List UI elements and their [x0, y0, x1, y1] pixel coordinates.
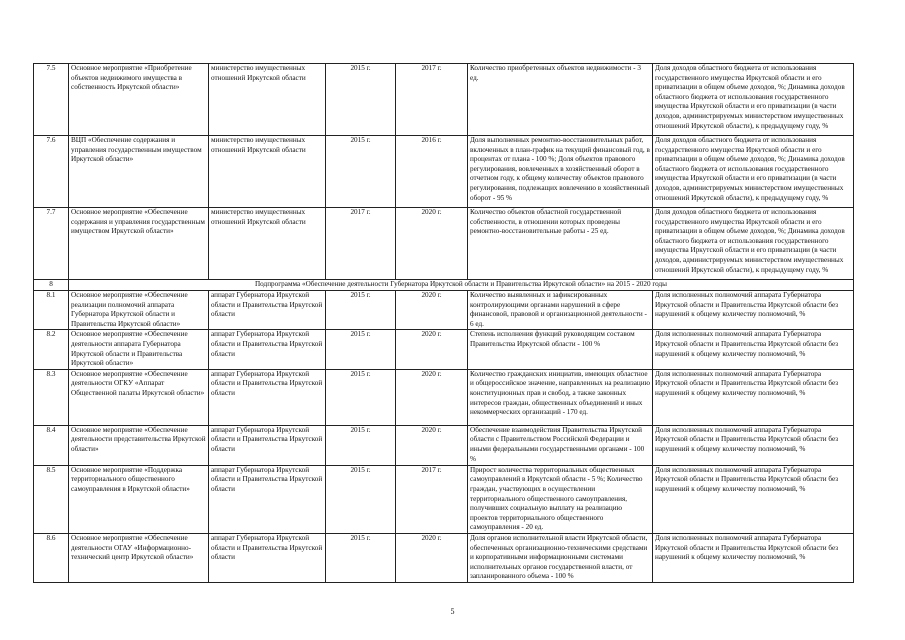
end-year: 2017 г.	[396, 64, 468, 136]
row-number: 8.2	[34, 330, 69, 369]
executor: министерство имущественных отношений Иркутской области	[209, 136, 326, 208]
table-row-8-3	[34, 369, 854, 425]
measure-name: Основное мероприятие «Обеспечение деятельности ОГАУ «Информационно-технический центр Иркутской области»	[69, 533, 209, 582]
start-year: 2015 г.	[326, 465, 396, 533]
measure-name: ВЦП «Обеспечение содержания и управления государственным имуществом Иркутской области»	[69, 136, 209, 208]
start-year: 2015 г.	[326, 533, 396, 582]
executor: аппарат Губернатора Иркутской области и Правительства Иркутской области	[209, 330, 326, 369]
expected-results: Прирост количества территориальных общественных самоуправлений в Иркутской области - 5 %; Количество граждан, участвующих в осуществлении территориального общественного самоуправления, получивших социальную выплату на реализацию проектов территориального общественного самоуправления - 20 ед.	[468, 465, 653, 533]
executor: аппарат Губернатора Иркутской области и Правительства Иркутской области	[209, 425, 326, 465]
measure-name: Основное мероприятие «Обеспечение содержания и управления государственным имуществом Иркутской области»	[69, 208, 209, 280]
executor: министерство имущественных отношений Иркутской области	[209, 208, 326, 280]
target-indicators: Доля исполненных полномочий аппарата Губернатора Иркутской области и Правительства Иркутской области без нарушений к общему количеству полномочий, %	[653, 533, 854, 582]
table-row-7-6	[34, 136, 854, 208]
measure-name: Основное мероприятие «Обеспечение деятельности ОГКУ «Аппарат Общественной палаты Иркутской области»	[69, 369, 209, 425]
end-year: 2020 г.	[396, 533, 468, 582]
measure-name: Основное мероприятие «Приобретение объектов недвижимого имущества в собственность Иркутской области»	[69, 64, 209, 136]
start-year: 2015 г.	[326, 330, 396, 369]
expected-results: Доля выполненных ремонтно-восстановительных работ, включенных в план-график на текущий финансовый год, в процентах от плана - 100 %; Доля объектов правового регулирования, вовлеченных в хозяйственный оборот в отчетном году, к общему количеству объектов правового регулирования, подлежащих вовлечению в хозяйственный оборот - 95 %	[468, 136, 653, 208]
start-year: 2017 г.	[326, 208, 396, 280]
row-number: 7.5	[34, 64, 69, 136]
start-year: 2015 г.	[326, 64, 396, 136]
program-measures-table	[33, 63, 854, 583]
executor: аппарат Губернатора Иркутской области и Правительства Иркутской области	[209, 369, 326, 425]
end-year: 2020 г.	[396, 369, 468, 425]
executor: аппарат Губернатора Иркутской области и Правительства Иркутской области	[209, 465, 326, 533]
measure-name: Основное мероприятие «Обеспечение реализации полномочий аппарата Губернатора Иркутской области и Правительства Иркутской области»	[69, 291, 209, 330]
start-year: 2015 г.	[326, 369, 396, 425]
table-row-8-4	[34, 425, 854, 465]
measure-name: Основное мероприятие «Обеспечение деятельности представительства Иркутской области»	[69, 425, 209, 465]
measure-name: Основное мероприятие «Обеспечение деятельности аппарата Губернатора Иркутской области и Правительства Иркутской области»	[69, 330, 209, 369]
executor: аппарат Губернатора Иркутской области и Правительства Иркутской области	[209, 291, 326, 330]
subprogram-title: Подпрограмма «Обеспечение деятельности Губернатора Иркутской области и Правительства Иркутской области» на 2015 - 2020 годы	[69, 280, 854, 291]
measure-name: Основное мероприятие «Поддержка территориального общественного самоуправления в Иркутской области»	[69, 465, 209, 533]
start-year: 2015 г.	[326, 136, 396, 208]
start-year: 2015 г.	[326, 425, 396, 465]
expected-results: Доля органов исполнительной власти Иркутской области, обеспеченных организационно-техническими средствами и корпоративными информационными системами исполнительных органов государственной власти, от запланированного объема - 100 %	[468, 533, 653, 582]
row-number: 8.6	[34, 533, 69, 582]
row-number: 8.1	[34, 291, 69, 330]
expected-results: Количество приобретенных объектов недвижимости - 3 ед.	[468, 64, 653, 136]
executor: министерство имущественных отношений Иркутской области	[209, 64, 326, 136]
row-number: 8.3	[34, 369, 69, 425]
table-row-8-5	[34, 465, 854, 533]
expected-results: Количество выявленных и зафиксированных контролирующими органами нарушений в сфере финансовой, правовой и организационной деятельности - 6 ед.	[468, 291, 653, 330]
page-number: 5	[450, 607, 455, 616]
target-indicators: Доля исполненных полномочий аппарата Губернатора Иркутской области и Правительства Иркутской области без нарушений к общему количеству полномочий, %	[653, 465, 854, 533]
end-year: 2020 г.	[396, 291, 468, 330]
table-row-8-1	[34, 291, 854, 330]
expected-results: Обеспечение взаимодействия Правительства Иркутской области с Правительством Российской Федерации и иными федеральными государственными органами - 100 %	[468, 425, 653, 465]
end-year: 2017 г.	[396, 465, 468, 533]
row-number: 8.5	[34, 465, 69, 533]
subprogram-row	[34, 280, 854, 291]
executor: аппарат Губернатора Иркутской области и Правительства Иркутской области	[209, 533, 326, 582]
row-number: 7.6	[34, 136, 69, 208]
target-indicators: Доля доходов областного бюджета от использования государственного имущества Иркутской области и его приватизации в общем объеме доходов, %; Динамика доходов областного бюджета от использования государственного имущества Иркутской области и его приватизации (в части доходов, администрируемых министерством имущественных отношений Иркутской области), к предыдущему году, %	[653, 208, 854, 280]
target-indicators: Доля исполненных полномочий аппарата Губернатора Иркутской области и Правительства Иркутской области без нарушений к общему количеству полномочий, %	[653, 369, 854, 425]
subprogram-number: 8	[34, 280, 69, 291]
end-year: 2020 г.	[396, 208, 468, 280]
target-indicators: Доля исполненных полномочий аппарата Губернатора Иркутской области и Правительства Иркутской области без нарушений к общему количеству полномочий, %	[653, 291, 854, 330]
end-year: 2020 г.	[396, 425, 468, 465]
expected-results: Степень исполнения функций руководящим составом Правительства Иркутской области - 100 %	[468, 330, 653, 369]
table-row-8-6	[34, 533, 854, 582]
target-indicators: Доля исполненных полномочий аппарата Губернатора Иркутской области и Правительства Иркутской области без нарушений к общему количеству полномочий, %	[653, 330, 854, 369]
start-year: 2015 г.	[326, 291, 396, 330]
table-row-8-2	[34, 330, 854, 369]
row-number: 7.7	[34, 208, 69, 280]
table-row-7-5	[34, 64, 854, 136]
table-row-7-7	[34, 208, 854, 280]
end-year: 2016 г.	[396, 136, 468, 208]
target-indicators: Доля доходов областного бюджета от использования государственного имущества Иркутской области и его приватизации в общем объеме доходов, %; Динамика доходов областного бюджета от использования государственного имущества Иркутской области и его приватизации (в части доходов, администрируемых министерством имущественных отношений Иркутской области), к предыдущему году, %	[653, 64, 854, 136]
target-indicators: Доля доходов областного бюджета от использования государственного имущества Иркутской области и его приватизации в общем объеме доходов, %; Динамика доходов областного бюджета от использования государственного имущества Иркутской области и его приватизации (в части доходов, администрируемых министерством имущественных отношений Иркутской области), к предыдущему году, %	[653, 136, 854, 208]
end-year: 2020 г.	[396, 330, 468, 369]
expected-results: Количество гражданских инициатив, имеющих областное и общероссийское значение, направленных на реализацию конституционных прав и свобод, а также законных интересов граждан, общественных объединений и иных некоммерческих организаций - 170 ед.	[468, 369, 653, 425]
expected-results: Количество объектов областной государственной собственности, в отношении которых проведены ремонтно-восстановительные работы - 25 ед.	[468, 208, 653, 280]
row-number: 8.4	[34, 425, 69, 465]
target-indicators: Доля исполненных полномочий аппарата Губернатора Иркутской области и Правительства Иркутской области без нарушений к общему количеству полномочий, %	[653, 425, 854, 465]
